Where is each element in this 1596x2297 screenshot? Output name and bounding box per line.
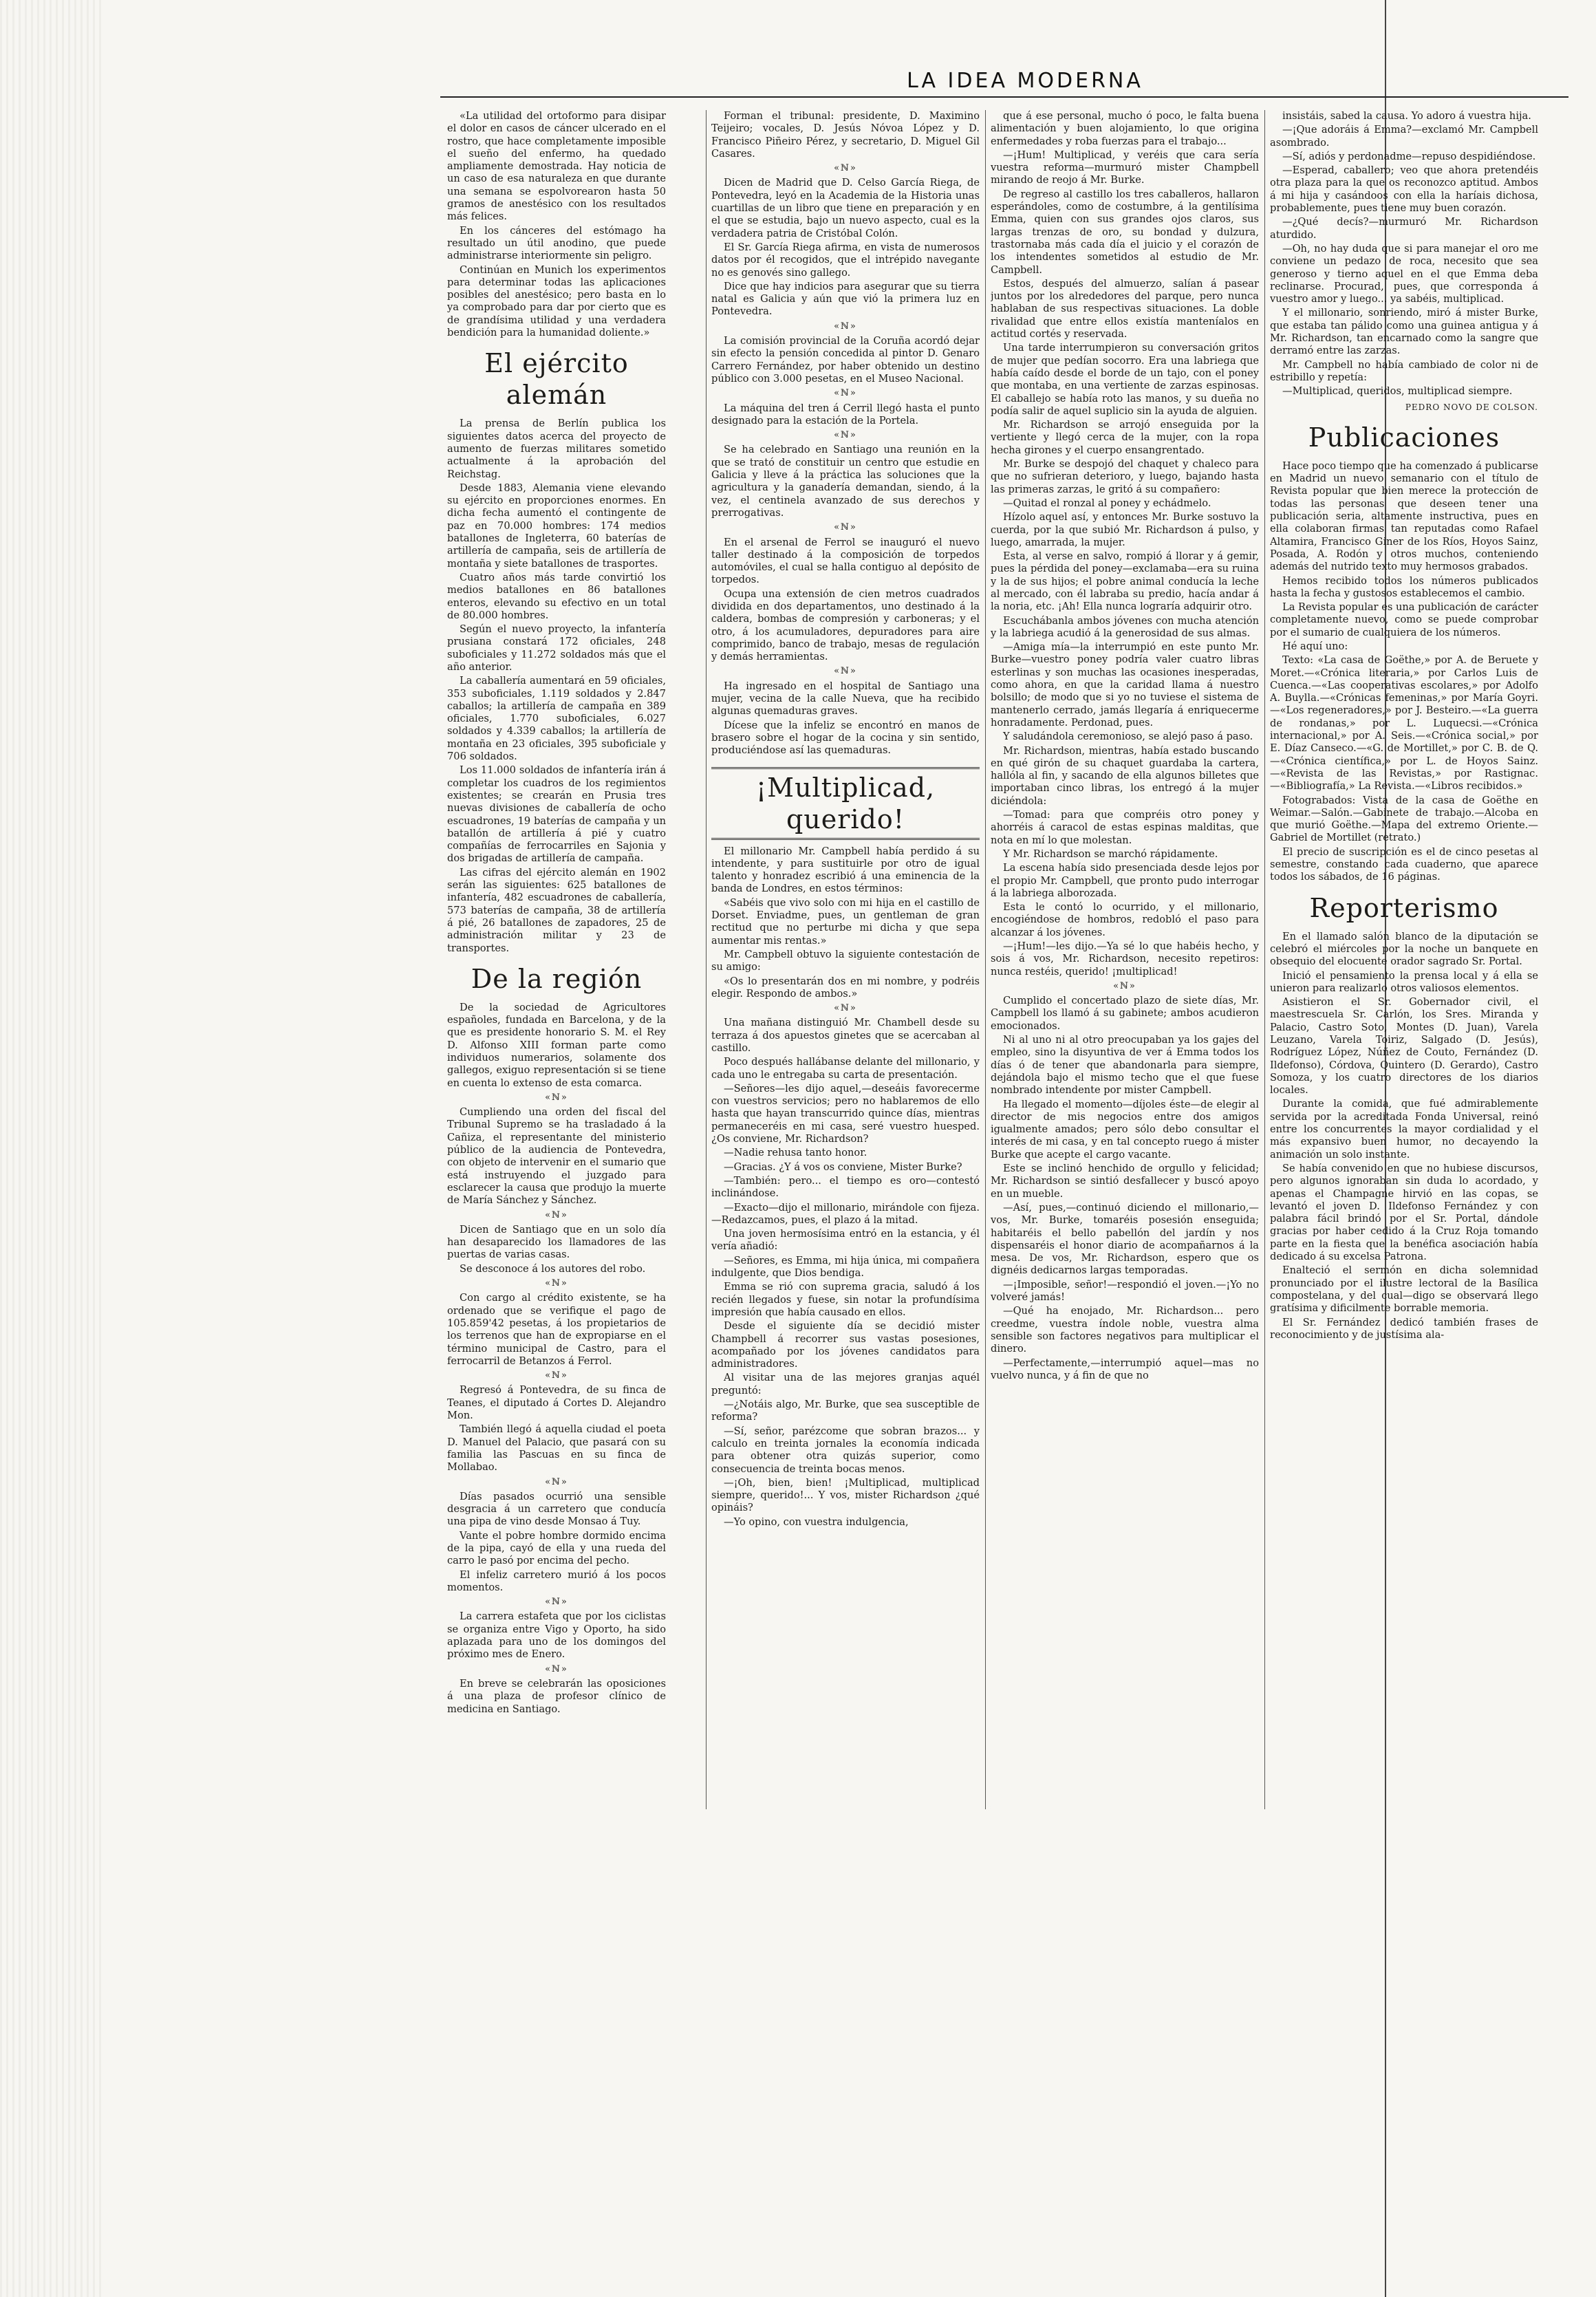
paragraph: insistáis, sabed la causa. Yo adoro á vuestra hija.	[1282, 110, 1531, 122]
paragraph: De regreso al castillo los tres caballeros, hallaron esperándoles, como de costumbre, á la gentilísima Emma, quien con sus grandes ojos claros, sus largas trenzas de oro, su bondad y dulzura, trastornaba más cada día el juicio y el corazón de los intendentes sometidos al estudio de Mr. Campbell.	[991, 188, 1259, 276]
paragraph: Forman el tribunal: presidente, D. Maximino Teijeiro; vocales, D. Jesús Nóvoa López y D. Francisco Piñeiro Pérez, y secretario, D. Miguel Gil Casares.	[711, 110, 980, 160]
paragraph: —Esperad, caballero; veo que ahora pretendéis otra plaza para la que os reconozco aptitud. Ambos á mi hija y casándoos con ella la haríais dichosa, probablemente, pues tiene muy buen corazón.	[1270, 164, 1538, 215]
paragraph: Estos, después del almuerzo, salían á pasear juntos por los alrededores del parque, pero nunca hablaban de sus respectivas situaciones. La doble rivalidad que entre ellos existía manteníalos en actitud cortés y reservada.	[991, 277, 1259, 341]
column-4	[1270, 110, 1538, 1816]
paragraph: La prensa de Berlín publica los siguientes datos acerca del proyecto de aumento de fuerzas militares sometido actualmente á la aprobación del Reichstag.	[447, 418, 666, 480]
paragraph: En breve se celebrarán las oposiciones á una plaza de profesor clínico de medicina en Santiago.	[447, 1677, 666, 1715]
paragraph: —Sí, señor, parézcome que sobran brazos... y calculo en treinta jornales la economía indicada para obtener otra quizás superior, como consecuencia de treinta bocas menos.	[711, 1425, 980, 1475]
paragraph: En el llamado salón blanco de la diputación se celebró el miércoles por la noche un banquete en obsequio del elocuente orador sagrado Sr. Portal.	[1270, 930, 1538, 968]
paragraph: El Sr. Fernández dedicó también frases de reconocimiento y de justísima ala-	[1270, 1316, 1538, 1341]
paragraph: Y Mr. Richardson se marchó rápidamente.	[1003, 848, 1218, 860]
section-heading: De la región	[471, 963, 643, 994]
paragraph: Desde el siguiente día se decidió mister Champbell á recorrer sus vastas posesiones, acompañado por los jóvenes candidatos para administradores.	[711, 1320, 980, 1370]
paragraph: Asistieron el Sr. Gobernador civil, el maestrescuela Sr. Carlón, los Sres. Miranda y Palacio, Castro Soto, Montes (D. Juan), Varela Leuzano, Varela Toiriz, Salgado (D. Jesús), Rodríguez López, Núñez de Couto, Fernández (D. Ildefonso), Córdova, Quintero (D. Gerardo), Castro Somoza, y los cuatro directores de los diarios locales.	[1270, 996, 1538, 1097]
paragraph: La escena había sido presenciada desde lejos por el propio Mr. Campbell, que pronto pudo interrogar á la labriega alborozada.	[991, 862, 1259, 899]
paragraph: El infeliz carretero murió á los pocos momentos.	[447, 1568, 666, 1593]
column-divider	[706, 110, 707, 1809]
paragraph: Mr. Campbell no había cambiado de color ni de estribillo y repetía:	[1270, 358, 1538, 383]
paragraph: Texto: «La casa de Goëthe,» por A. de Beruete y Moret.—«Crónica literaria,» por Carlos Luis de Cuenca.—«Las cooperativas escolares,» por Adolfo A. Buylla.—«Crónicas femeninas,» por María Goyri.—«Los regeneradores,» por J. Besteiro.—«La guerra de rondanas,» por L. Luquecsi.—«Crónica internacional,» por A. Seis.—«Crónica social,» por E. Díaz Canseco.—«G. de Mortillet,» por C. B. de Q.—«Crónica científica,» por L. de Hoyos Sainz.—«Revista de las Revistas,» por Rastignac.—«Bibliografía,» La Revista.—«Libros recibidos.»	[1270, 654, 1538, 792]
paragraph: La comisión provincial de la Coruña acordó dejar sin efecto la pensión concedida al pintor D. Genaro Carrero Fernández, por haber obtenido un destino público con 3.000 pesetas, en el Museo Nacional.	[711, 335, 980, 385]
column-1	[447, 110, 666, 1816]
paragraph: También llegó á aquella ciudad el poeta D. Manuel del Palacio, que pasará con su familia las Pascuas en su finca de Mollabao.	[447, 1423, 666, 1474]
paragraph: El millonario Mr. Campbell había perdido á su intendente, y para sustituirle por otro de igual talento y honradez escribió á una eminencia de la banda de Londres, en estos términos:	[711, 845, 980, 895]
paragraph: La máquina del tren á Cerril llegó hasta el punto designado para la estación de la Portela.	[711, 402, 980, 427]
paragraph: Mr. Campbell obtuvo la siguiente contestación de su amigo:	[711, 948, 980, 973]
column-divider	[985, 110, 986, 1809]
paragraph: Esta, al verse en salvo, rompió á llorar y á gemir, pues la pérdida del poney—exclamaba—era su ruina y la de sus hijos; el pobre animal conducía la leche al mercado, con él labraba su predio, hacía andar á la noria, etc. ¡Ah! Ella nunca lograría adquirir otro.	[991, 550, 1259, 613]
paragraph: Las cifras del ejército alemán en 1902 serán las siguientes: 625 batallones de infantería, 482 escuadrones de caballería, 573 baterías de campaña, 38 de artillería á pié, 26 batallones de zapadores, 25 de administración militar y 23 de transportes.	[447, 866, 666, 954]
paragraph: Enalteció el sermón en dicha solemnidad pronunciado por el ilustre lectoral de la Basílica compostelana, y del cual—digo se observará llego gratísima y dificilmente borrable memoria.	[1270, 1264, 1538, 1315]
paragraph: Con cargo al crédito existente, se ha ordenado que se verifique el pago de 105.859'42 pesetas, á los propietarios de los terrenos que han de expropiarse en el término municipal de Castro, para el ferrocarril de Betanzos á Ferrol.	[447, 1292, 666, 1367]
paragraph: Una joven hermosísima entró en la estancia, y él vería añadió:	[711, 1228, 980, 1253]
paragraph: —Amiga mía—la interrumpió en este punto Mr. Burke—vuestro poney podría valer cuatro libras esterlinas y son muchas las ocasiones inesperadas, como ahora, en que la caridad llama á nuestro bolsillo; de modo que si yo no tuviese el sistema de mantenerlo cerrado, jamás llegaría á enriquecerme honradamente. Perdonad, pues.	[991, 641, 1259, 729]
paragraph: Hace poco tiempo que ha comenzado á publicarse en Madrid un nuevo semanario con el título de Revista popular que bien merece la protección de todas las personas que deseen tener una publicación seria, altamente instructiva, pues en ella colaboran firmas tan reputadas como Rafael Altamira, Francisco Giner de los Ríos, Hoyos Sainz, Posada, A. Rodón y otros muchos, conteniendo además del nutrido texto muy hermosos grabados.	[1270, 460, 1538, 573]
separator-ornament: «ℕ»	[834, 1003, 857, 1014]
paragraph: —¡Hum!—les dijo.—Ya sé lo que habéis hecho, y sois á vos, Mr. Richardson, necesito repetiros: nunca restéis, querido! ¡multiplicad!	[991, 940, 1259, 978]
paragraph: Este se inclinó henchido de orgullo y felicidad; Mr. Richardson se sintió desfallecer y buscó apoyo en un mueble.	[991, 1163, 1259, 1200]
paragraph: «Os lo presentarán dos en mi nombre, y podréis elegir. Respondo de ambos.»	[711, 975, 980, 1000]
paragraph: Dícese que la infeliz se encontró en manos de brasero sobre el hogar de la cocina y sin sentido, produciéndose así las quemaduras.	[711, 719, 980, 757]
paragraph: Se desconoce á los autores del robo.	[460, 1262, 646, 1275]
paragraph: —¡Que adoráis á Emma?—exclamó Mr. Campbell asombrado.	[1270, 124, 1538, 149]
paragraph: —¡Imposible, señor!—respondió el joven.—¡Yo no volveré jamás!	[991, 1278, 1259, 1304]
paragraph: Cuatro años más tarde convirtió los medios batallones en 86 batallones enteros, elevando su efectivo en un total de 80.000 hombres.	[447, 571, 666, 621]
paragraph: En el arsenal de Ferrol se inauguró el nuevo taller destinado á la composición de torpedos automóviles, el cual se halla contiguo al depósito de torpedos.	[711, 536, 980, 586]
paragraph: Y saludándola ceremonioso, se alejó paso á paso.	[1003, 731, 1253, 743]
paragraph: Escuchábanla ambos jóvenes con mucha atención y la labriega acudió á la generosidad de sus almas.	[991, 614, 1259, 639]
column-3	[991, 110, 1259, 1816]
paragraph: Se ha celebrado en Santiago una reunión en la que se trató de constituir un centro que estudie en Galicia y lleve á la práctica las soluciones que la agricultura y la ganadería demandan, siendo, á la vez, el centinela avanzado de sus derechos y prerrogativas.	[711, 444, 980, 519]
paragraph: Días pasados ocurrió una sensible desgracia á un carretero que conducía una pipa de vino desde Monsao á Tuy.	[447, 1490, 666, 1528]
column-2	[711, 110, 980, 1816]
paragraph: Regresó á Pontevedra, de su finca de Teanes, el diputado á Cortes D. Alejandro Mon.	[447, 1384, 666, 1422]
paragraph: —¿Qué decís?—murmuró Mr. Richardson aturdido.	[1270, 216, 1538, 241]
paragraph: Ha ingresado en el hospital de Santiago una mujer, vecina de la calle Nueva, que ha recibido algunas quemaduras graves.	[711, 680, 980, 718]
separator-ornament: «ℕ»	[834, 321, 857, 332]
paragraph: Y el millonario, sonriendo, miró á mister Burke, que estaba tan pálido como una guinea antigua y á Mr. Richardson, tan encarnado como la sangre que derramó entre las zarzas.	[1270, 307, 1538, 357]
paragraph: Vante el pobre hombre dormido encima de la pipa, cayó de ella y una rueda del carro le pasó por encima del pecho.	[447, 1529, 666, 1567]
paragraph: —Exacto—dijo el millonario, mirándole con fijeza.—Redazcamos, pues, el plazo á la mitad.	[711, 1201, 980, 1226]
separator-ornament: «ℕ»	[545, 1278, 568, 1289]
paragraph: —Gracias. ¿Y á vos os conviene, Mister Burke?	[724, 1161, 962, 1173]
paragraph: Esta le contó lo ocurrido, y el millonario, encogiéndose de hombros, redobló el paso para alcanzar á los jóvenes.	[991, 901, 1259, 938]
paragraph: Se había convenido en que no hubiese discursos, pero algunos ignoraban sin duda lo acordado, y apenas el Champagne hirvió en las copas, se levantó el joven D. Ildefonso Fernández y con palabra fácil brindó por el Sr. Portal, dándole gracias por haber cedido á la Cruz Roja tomando parte en la fiesta que la benéfica asociación había dedicado á su excelsa Patrona.	[1270, 1162, 1538, 1263]
separator-ornament: «ℕ»	[834, 522, 857, 533]
masthead-rule	[440, 96, 1568, 98]
paragraph: —Multiplicad, queridos, multiplicad siempre.	[1282, 385, 1513, 398]
paragraph: —También: pero... el tiempo es oro—contestó inclinándose.	[711, 1174, 980, 1200]
paragraph: Cumpliendo una orden del fiscal del Tribunal Supremo se ha trasladado á la Cañiza, el representante del ministerio público de la audiencia de Pontevedra, con objeto de intervenir en el sumario que está instruyendo el juzgado para esclarecer la causa que produjo la muerte de María Sánchez y Sánchez.	[447, 1106, 666, 1207]
paragraph: Hemos recibido todos los números publicados hasta la fecha y gustosos establecemos el cambio.	[1270, 574, 1538, 599]
paragraph: —Nadie rehusa tanto honor.	[724, 1147, 867, 1159]
separator-ornament: «ℕ»	[1113, 980, 1136, 991]
paragraph: La Revista popular es una publicación de carácter completamente nuevo, como se puede comprobar por el sumario de cualquiera de los números.	[1270, 601, 1538, 638]
paragraph: que á ese personal, mucho ó poco, le falta buena alimentación y buen alojamiento, lo que origina enfermedades y roba fuerzas para el trabajo...	[991, 110, 1259, 147]
paragraph: —Señores—les dijo aquel,—deseáis favorecerme con vuestros servicios; pero no hablaremos de ello hasta que hayan transcurrido quince días, mientras permaneceréis en mi casa, seré vuestro huesped. ¿Os conviene, Mr. Richardson?	[711, 1082, 980, 1145]
paragraph: Continúan en Munich los experimentos para determinar todas las aplicaciones posibles del anestésico; pero basta en lo ya comprobado para dar por cierto que es de grandísima utilidad y una verdadera bendición para la humanidad doliente.»	[447, 263, 666, 339]
paragraph: La carrera estafeta que por los ciclistas se organiza entre Vigo y Oporto, ha sido aplazada para uno de los domingos del próximo mes de Enero.	[447, 1610, 666, 1661]
paragraph: —Yo opino, con vuestra indulgencia,	[724, 1516, 909, 1528]
paragraph: Una tarde interrumpieron su conversación gritos de mujer que pedían socorro. Era una labriega que había caído desde el borde de un tajo, con el poney que montaba, en una vertiente de zarzas espinosas. El caballejo se había roto las manos, y su dueña no podía salir de aquel suplicio sin la ayuda de alguien.	[991, 342, 1259, 417]
separator-ornament: «ℕ»	[545, 1476, 568, 1487]
scan-edge-shadow	[0, 0, 103, 2297]
paragraph: Ni al uno ni al otro preocupaban ya los gajes del empleo, sino la disyuntiva de ver á Emma todos los días ó de tener que abandonarla para siempre, dejándola bajo el mismo techo que el que fuese nombrado intendente por mister Campbell.	[991, 1034, 1259, 1097]
section-heading: Reporterismo	[1309, 892, 1499, 923]
paragraph: —¿Notáis algo, Mr. Burke, que sea susceptible de reforma?	[711, 1399, 980, 1423]
separator-ornament: «ℕ»	[834, 430, 857, 441]
separator-ornament: «ℕ»	[545, 1597, 568, 1608]
separator-ornament: «ℕ»	[834, 163, 857, 174]
separator-ornament: «ℕ»	[545, 1092, 568, 1103]
paragraph: Una mañana distinguió Mr. Chambell desde su terraza á dos apuestos ginetes que se acercaban al castillo.	[711, 1017, 980, 1054]
paragraph: —Así, pues,—continuó diciendo el millonario,—vos, Mr. Burke, tomaréis posesión enseguida; habitaréis el bello pabellón del jardín y nos dispensaréis el honor diario de acompañarnos á la mesa. De vos, Mr. Richardson, espero que os dignéis dedicarnos largas temporadas.	[991, 1201, 1259, 1277]
paragraph: Los 11.000 soldados de infantería irán á completar los cuadros de los regimientos existentes; se crearán en Prusia tres nuevas divisiones de caballería de ocho escuadrones, 19 baterías de campaña y un batallón de artillería á pié y cuatro compañías de ferrocarriles en Sajonia y dos brigadas de artillería de campaña.	[447, 764, 666, 865]
paragraph: Poco después hallábanse delante del millonario, y cada uno le entregaba su carta de presentación.	[711, 1056, 980, 1081]
paragraph: Dicen de Madrid que D. Celso García Riega, de Pontevedra, leyó en la Academia de la Historia unas cuartillas de un libro que tiene en preparación y en el que se estudia, bajo un nuevo aspecto, cual es la verdadera patria de Cristóbal Colón.	[711, 177, 980, 239]
paragraph: La caballería aumentará en 59 oficiales, 353 suboficiales, 1.119 soldados y 2.847 caballos; la artillería de campaña en 389 oficiales, 1.770 suboficiales, 6.027 soldados y 4.339 caballos; la artillería de montaña en 23 oficiales, 395 suboficiale y 706 soldados.	[447, 675, 666, 763]
paragraph: —Quitad el ronzal al poney y echádmelo.	[1003, 497, 1211, 509]
paragraph: Mr. Richardson, mientras, había estado buscando en qué girón de su chaquet guardaba la cartera, hallóla al fin, y sacando de ella algunos billetes que importaban cinco libras, los entregó á la mujer diciéndola:	[991, 744, 1259, 807]
paragraph: En los cánceres del estómago ha resultado un útil anodino, que puede administrarse interiormente sin peligro.	[447, 224, 666, 262]
masthead: LA IDEA MODERNA	[907, 69, 1143, 93]
paragraph: «Sabéis que vivo solo con mi hija en el castillo de Dorset. Enviadme, pues, un gentleman de gran rectitud que no perturbe mi dicha y que sepa aumentar mis rentas.»	[711, 896, 980, 947]
paragraph: El precio de suscripción es el de cinco pesetas al semestre, constando cada cuaderno, que aparece todos los sábados, de 16 páginas.	[1270, 845, 1538, 883]
separator-ornament: «ℕ»	[834, 388, 857, 399]
paragraph: —Señores, es Emma, mi hija única, mi compañera indulgente, que Dios bendiga.	[711, 1254, 980, 1280]
paragraph: Cumplido el concertado plazo de siete días, Mr. Campbell los llamó á su gabinete; ambos acudieron emocionados.	[991, 995, 1259, 1032]
paragraph: —Qué ha enojado, Mr. Richardson... pero creedme, vuestra índole noble, vuestra alma sensible son factores negativos para multiplicar el dinero.	[991, 1305, 1259, 1355]
paragraph: Emma se rió con suprema gracia, saludó á los recién llegados y fuese, sin notar la profundísima impresión que había causado en ellos.	[711, 1281, 980, 1318]
paragraph: Según el nuevo proyecto, la infantería prusiana constará 172 oficiales, 248 suboficiales y 11.272 soldados más que el año anterior.	[447, 623, 666, 673]
paragraph: Hízolo aquel así, y entonces Mr. Burke sostuvo la cuerda, por la que subió Mr. Richardson á pulso, y luego, amarrada, la mujer.	[991, 511, 1259, 548]
paragraph: Inició el pensamiento la prensa local y á ella se unieron para realizarlo otros valiosos elementos.	[1270, 969, 1538, 994]
separator-ornament: «ℕ»	[545, 1370, 568, 1381]
paragraph: Ha llegado el momento—díjoles éste—de elegir al director de mis negocios entre dos amigos igualmente amados; pero sólo debo consultar el interés de mi casa, y en tal concepto ruego á mister Burke que acepte el cargo vacante.	[991, 1098, 1259, 1161]
author-signature: PEDRO NOVO DE COLSON.	[1405, 402, 1538, 412]
paragraph: Dice que hay indicios para asegurar que su tierra natal es Galicia y aún que vió la primera luz en Pontevedra.	[711, 280, 980, 318]
separator-ornament: «ℕ»	[834, 666, 857, 677]
paragraph: —¡Hum! Multiplicad, y veréis que cara sería vuestra reforma—murmuró mister Champbell mirando de reojo á Mr. Burke.	[991, 149, 1259, 186]
paragraph: —Tomad: para que compréis otro poney y ahorréis á caracol de estas espinas malditas, que nota en mí lo que molestan.	[991, 809, 1259, 846]
paragraph: —Perfectamente,—interrumpió aquel—mas no vuelvo nunca, y á fin de que no	[991, 1357, 1259, 1381]
story-heading-box	[711, 767, 980, 840]
paragraph: Fotograbados: Vista de la casa de Goëthe en Weimar.—Salón.—Gabinete de trabajo.—Alcoba en que murió Goëthe.—Mapa del extremo Oriente.—Gabriel de Mortillet (retrato.)	[1270, 794, 1538, 844]
paragraph: «La utilidad del ortoformo para disipar el dolor en casos de cáncer ulcerado en el rostro, que hace completamente imposible el sueño del enfermo, ha quedado ampliamente demostrada. Hay noticia de un caso de esa naturaleza en que durante una semana se espolvorearon hasta 50 gramos de anestésico con los resultados más felices.	[447, 110, 666, 223]
paragraph: De la sociedad de Agricultores españoles, fundada en Barcelona, y de la que es presidente honorario S. M. el Rey D. Alfonso XIII forman parte como individuos numerarios, solamente dos gallegos, exiguo representación si se tiene en cuenta lo extenso de esta comarca.	[447, 1001, 666, 1089]
column-divider	[1264, 110, 1265, 1809]
paragraph: —¡Oh, bien, bien! ¡Multiplicad, multiplicad siempre, querido!... Y vos, mister Richardson ¿qué opináis?	[711, 1476, 980, 1514]
paragraph: —Sí, adiós y perdonadme—repuso despidiéndose.	[1282, 150, 1536, 162]
separator-ornament: «ℕ»	[545, 1209, 568, 1220]
paragraph: Desde 1883, Alemania viene elevando su ejército en proporciones enormes. En dicha fecha aumentó el contingente de paz en 70.000 hombres: 174 medios batallones de Ingleterra, 60 baterías de artillería de campaña, seis de artillería de montaña y siete batallones de trasportes.	[447, 482, 666, 570]
paragraph: Hé aquí uno:	[1282, 640, 1348, 652]
paragraph: Durante la comida, que fué admirablemente servida por la acreditada Fonda Universal, reinó entre los concurrentes la mayor cordialidad y el más expansivo buen humor, no decayendo la animación un solo instante.	[1270, 1098, 1538, 1161]
story-heading: ¡Multiplicad, querido!	[755, 772, 936, 834]
paragraph: —Oh, no hay duda que si para manejar el oro me conviene un pedazo de roca, necesito que sea generoso y tierno aquel en el que Emma deba reclinarse. Procurad, pues, que corresponda á vuestro amor y luego... ya sabéis, multiplicad.	[1270, 242, 1538, 305]
paragraph: Al visitar una de las mejores granjas aquél preguntó:	[711, 1372, 980, 1396]
section-heading: Publicaciones	[1308, 422, 1500, 453]
paragraph: El Sr. García Riega afirma, en vista de numerosos datos por él recogidos, que el intrépido navegante no es genovés sino gallego.	[711, 241, 980, 279]
paragraph: Ocupa una extensión de cien metros cuadrados dividida en dos departamentos, uno destinado á la caldera, bombas de compresión y carboneras; y el otro, á los acumuladores, depuradores para aire comprimido, banco de trabajo, mesas de regulación y demás herramientas.	[711, 587, 980, 663]
section-heading: El ejército alemán	[484, 348, 629, 411]
paragraph: Dicen de Santiago que en un solo día han desaparecido los llamadores de las puertas de varias casas.	[447, 1223, 666, 1261]
paragraph: Mr. Richardson se arrojó enseguida por la vertiente y llegó cerca de la mujer, con la ropa hecha girones y el cuerpo ensangrentado.	[991, 419, 1259, 456]
paragraph: Mr. Burke se despojó del chaquet y chaleco para que no sufrieran deterioro, y luego, bajando hasta las primeras zarzas, le gritó á su compañero:	[991, 458, 1259, 495]
separator-ornament: «ℕ»	[545, 1663, 568, 1674]
